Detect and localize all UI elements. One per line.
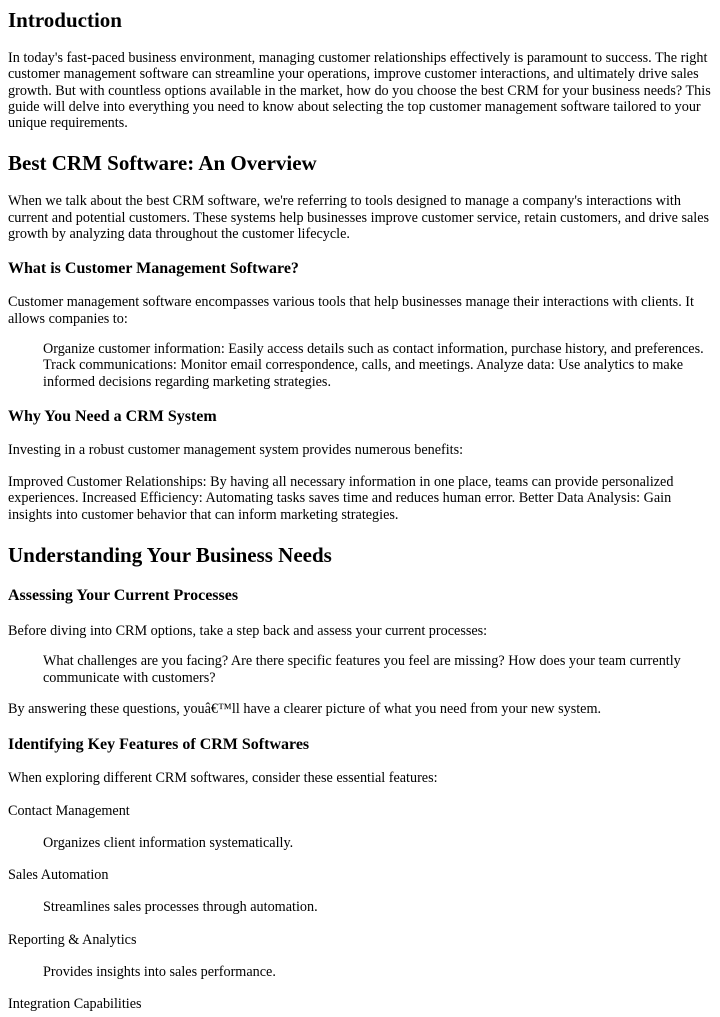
feature-name: Reporting & Analytics (8, 931, 137, 948)
feature-name: Contact Management (8, 802, 130, 819)
why-need-paragraph-1: Investing in a robust customer management system provides numerous benefits: (8, 441, 464, 458)
heading-best-crm: Best CRM Software: An Overview (8, 151, 317, 176)
heading-identifying-features: Identifying Key Features of CRM Softwares (8, 736, 310, 754)
heading-what-is-cms: What is Customer Management Software? (8, 260, 299, 278)
heading-assessing-processes: Assessing Your Current Processes (8, 587, 239, 605)
what-is-paragraph: Customer management software encompasses various tools that help businesses manage their interactions with clients. It allows companies to: (8, 294, 694, 327)
what-is-blockquote: Organize customer information: Easily access details such as contact information, purchase history, and preferences. Track communications: Monitor email correspondence, calls, and meetings. Analyze data: Use analytics to make informed decisions regarding marketing strategies. (43, 340, 704, 390)
why-need-paragraph-2: Improved Customer Relationships: By having all necessary information in one place, teams can provide personalized experiences. Increased Efficiency: Automating tasks saves time and reduces human error. Better Data Analysis: Gain insights into customer behavior that can inform marketing strategies. (8, 474, 674, 523)
assessing-paragraph: Before diving into CRM options, take a step back and assess your current processes: (8, 623, 488, 640)
feature-description: Organizes client information systematically. (43, 834, 294, 851)
heading-why-need-crm: Why You Need a CRM System (8, 407, 217, 425)
heading-introduction: Introduction (8, 8, 122, 32)
feature-name: Integration Capabilities (8, 996, 142, 1013)
feature-description: Provides insights into sales performance. (43, 964, 276, 981)
heading-understanding-needs: Understanding Your Business Needs (8, 543, 332, 568)
feature-description: Streamlines sales processes through automation. (43, 899, 318, 916)
feature-name: Sales Automation (8, 867, 109, 884)
assessing-blockquote: What challenges are you facing? Are there specific features you feel are missing? How does your team currently communicate with customers? (43, 653, 681, 686)
intro-paragraph: In today's fast-paced business environment, managing customer relationships effectively is paramount to success. The right customer management software can streamline your operations, improve customer interactions, and ultimately drive sales growth. But with countless options available in the market, how do you choose the best CRM for your business needs? This guide will delve into everything you need to know about selecting the top customer management software tailored to your unique requirements. (8, 50, 711, 132)
identifying-paragraph: When exploring different CRM softwares, consider these essential features: (8, 770, 438, 787)
answering-paragraph: By answering these questions, youâ€™ll have a clearer picture of what you need from your new system. (8, 700, 602, 717)
best-crm-paragraph: When we talk about the best CRM software, we're referring to tools designed to manage a company's interactions with current and potential customers. These systems help businesses improve customer service, retain customers, and drive sales growth by analyzing data throughout the customer lifecycle. (8, 193, 710, 243)
